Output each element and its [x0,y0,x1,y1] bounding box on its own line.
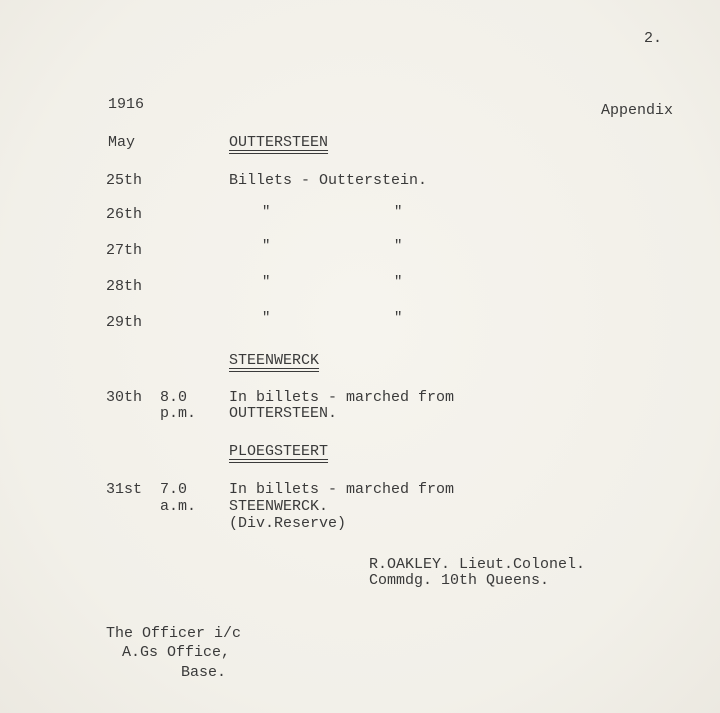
signature-line1: R.OAKLEY. Lieut.Colonel. [369,556,586,573]
entry-31-line3: (Div.Reserve) [229,515,347,532]
ditto-mark: " [394,238,403,254]
time-31-period: a.m. [160,498,197,515]
address-line3: Base. [181,664,227,681]
entry-25: Billets - Outterstein. [229,172,428,189]
date-29: 29th [106,314,143,331]
date-27: 27th [106,242,143,259]
entry-30-line1: In billets - marched from [229,389,455,406]
ditto-mark: " [394,204,403,220]
ditto-mark: " [394,310,403,326]
date-25: 25th [106,172,143,189]
entry-31-line2: STEENWERCK. [229,498,329,515]
signature-line2: Commdg. 10th Queens. [369,572,550,589]
ditto-mark: " [394,274,403,290]
date-26: 26th [106,206,143,223]
section-heading-steenwerck: STEENWERCK [229,352,320,369]
entry-30-line2: OUTTERSTEEN. [229,405,338,422]
ditto-mark: " [262,204,271,220]
time-30-period: p.m. [160,405,197,422]
section-heading-ploegsteert: PLOEGSTEERT [229,443,329,460]
ditto-mark: " [262,274,271,290]
address-line1: The Officer i/c [106,625,242,642]
page-number: 2. [644,30,663,47]
month: May [108,134,136,151]
time-30: 8.0 [160,389,188,406]
time-31: 7.0 [160,481,188,498]
ditto-mark: " [262,238,271,254]
date-28: 28th [106,278,143,295]
year: 1916 [108,96,145,113]
section-heading-outtersteen: OUTTERSTEEN [229,134,329,151]
entry-31-line1: In billets - marched from [229,481,455,498]
appendix-label: Appendix [601,102,674,119]
date-30: 30th [106,389,143,406]
ditto-mark: " [262,310,271,326]
date-31: 31st [106,481,143,498]
address-line2: A.Gs Office, [122,644,231,661]
